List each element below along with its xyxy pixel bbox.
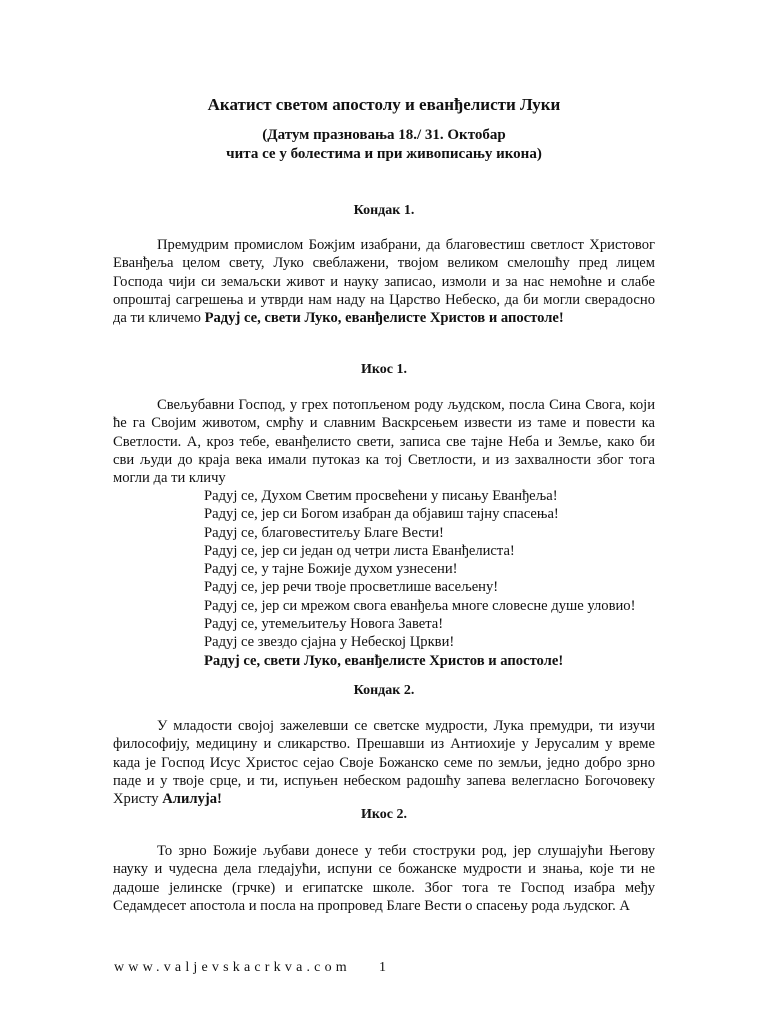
feast-date-line: (Датум празновања 18./ 31. Октобар [262,127,506,143]
kondak-1-body: Премудрим промислом Божјим изабрани, да благовестиш светлост Христовог Еванђеља целом свету, Луко свеблажени, твојом великом смелошћу пред лицем Господа чији си земаљски живот и науку записао, измоли и за нас немоћне и слабе опроштај сагрешења и утврди нам наду на Царство Небеско, да би могли сверадосно да ти кличемо [113,237,655,327]
chairetism-line: Радуј се, јер речи твоје просветлише васељену! [204,579,499,596]
ikos-1-text: Свељубавни Господ, у грех потопљеном роду људском, посла Сина Свога, који ће га Својим животом, смрћу и славним Васкрсењем извести из таме и повести ка Светлости. А, кроз тебе, еванђелисто свети, записа све тајне Неба и Земље, како би сви људи до краја века имали путоказ ка тој Светлости, и из захвалности због тога могли да ти кличу [113,397,655,487]
footer-website: www.valjevskacrkva.com [114,960,351,975]
kondak-1-refrain: Радуј се, свети Луко, еванђелисте Христов и апостоле! [204,310,564,327]
kondak-1-text [113,236,655,327]
document-title: Акатист светом апостолу и еванђелисти Луки [207,95,561,114]
chairetism-line: Радуј се, јер си мрежом свога еванђеља многе словесне душе уловио! [204,597,636,614]
chairetism-line: Радуј се, Духом Светим просвећени у писању Еванђеља! [204,488,558,504]
ikos-1-heading: Икос 1. [361,362,407,377]
ikos-1-refrain: Радуј се, свети Луко, еванђелисте Христов и апостоле! [204,652,564,669]
chairetism-line: Радуј се, јер си Богом изабран да објавиш тајну спасења! [204,506,559,523]
reading-occasion-line: чита се у болестима и при живописању икона) [226,146,542,162]
kondak-1-heading: Кондак 1. [353,203,415,218]
chairetism-line: Радуј се, јер си један од четри листа Еванђелиста! [204,542,515,559]
chairetism-line: Радуј се звездо сјајна у Небеској Цркви! [204,634,455,651]
chairetism-line: Радуј се, у тајне Божије духом узнесени! [204,561,458,578]
chairetism-line: Радуј се, благовеститељу Благе Вести! [204,524,444,541]
chairetism-line: Радуј се, утемељитељу Новога Завета! [204,616,444,633]
page-number: 1 [379,960,386,975]
kondak-2-text [113,717,655,808]
kondak-2-refrain: Алилуја! [162,791,222,808]
kondak-2-heading: Кондак 2. [353,683,415,698]
ikos-2-heading: Икос 2. [361,807,407,822]
ikos-1-chairetisms [204,487,674,670]
ikos-2-text: То зрно Божије љубави донесе у теби стоструки род, јер слушајући Његову науку и чудесна дела гледајући, испуни се божанске мудрости и знања, које ти не дадоше јелинске (грчке) и египатске школе. Због тога те Господ изабра међу Седамдесет апостола и посла на пропровед Благе Вести о спасењу рода људског. А [113,843,655,914]
kondak-2-body: У младости својој зажелевши се светске мудрости, Лука премудри, ти изучи философију, медицину и сликарство. Прешавши из Антиохије у Јерусалим у време када је Господ Исус Христос сејао Своје Божанско семе по земљи, једно добро зрно паде и у твоје срце, и ти, испуњен небеском радошћу запева велегласно Богочовеку Христу [113,718,655,808]
